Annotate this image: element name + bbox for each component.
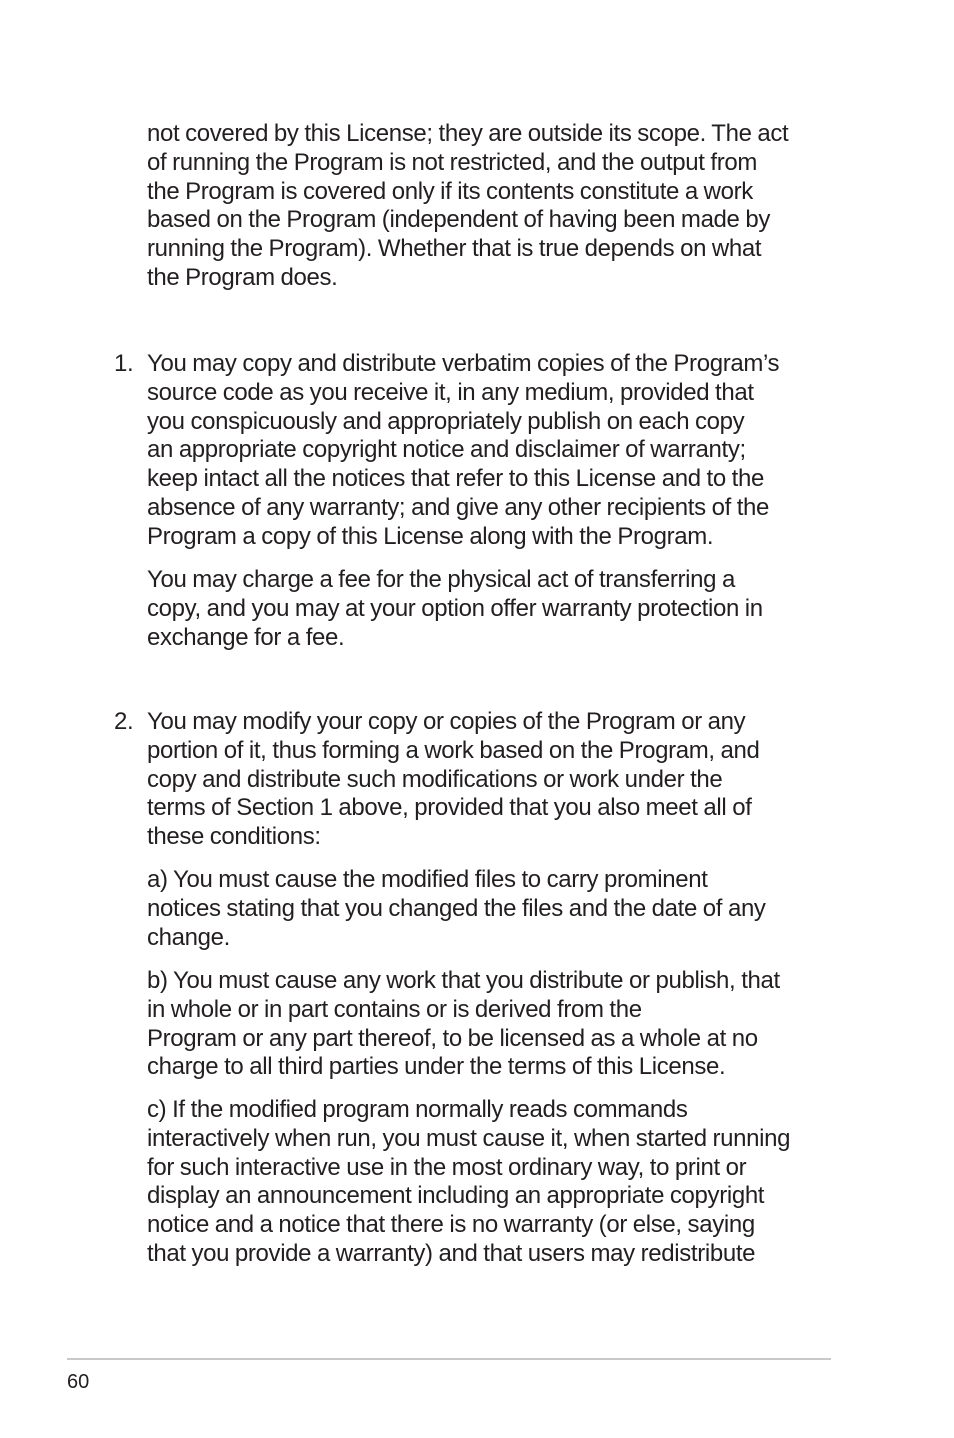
footer-divider xyxy=(67,1358,831,1360)
page-number: 60 xyxy=(67,1371,90,1393)
section-1-number: 1. xyxy=(114,350,134,377)
section-2-item-a: a) You must cause the modified files to carry prominent notices stating that you changed the files and the date of any change. xyxy=(147,866,766,951)
section-2-item-c: c) If the modified program normally reads commands interactively when run, you must cause it, when started running for such interactive use in the most ordinary way, to print or display an announcement including an appropriate copyright notice and a notice that there is no warranty (or else, saying that you provide a warranty) and that users may redistribute xyxy=(147,1096,791,1267)
section-1-paragraph-2: You may charge a fee for the physical act of transferring a copy, and you may at your option offer warranty protection in exchange for a fee. xyxy=(147,566,763,651)
section-1-paragraph-1: You may copy and distribute verbatim copies of the Program’s source code as you receive it, in any medium, provided that you conspicuously and appropriately publish on each copy an appropriate copyright notice and disclaimer of warranty; keep intact all the notices that refer to this License and to the absence of any warranty; and give any other recipients of the Program a copy of this License along with the Program. xyxy=(147,350,780,550)
section-2-number: 2. xyxy=(114,708,134,735)
intro-paragraph: not covered by this License; they are outside its scope. The act of running the Program is not restricted, and the output from the Program is covered only if its contents constitute a work based on the Program (independent of having been made by running the Program). Whether that is true depends on what the Program does. xyxy=(147,120,789,291)
section-2-paragraph-1: You may modify your copy or copies of the Program or any portion of it, thus forming a work based on the Program, and copy and distribute such modifications or work under the terms of Section 1 above, provided that you also meet all of these conditions: xyxy=(147,708,760,851)
section-2-item-b: b) You must cause any work that you distribute or publish, that in whole or in part contains or is derived from the Program or any part thereof, to be licensed as a whole at no charge to all third parties under the terms of this License. xyxy=(147,967,780,1081)
